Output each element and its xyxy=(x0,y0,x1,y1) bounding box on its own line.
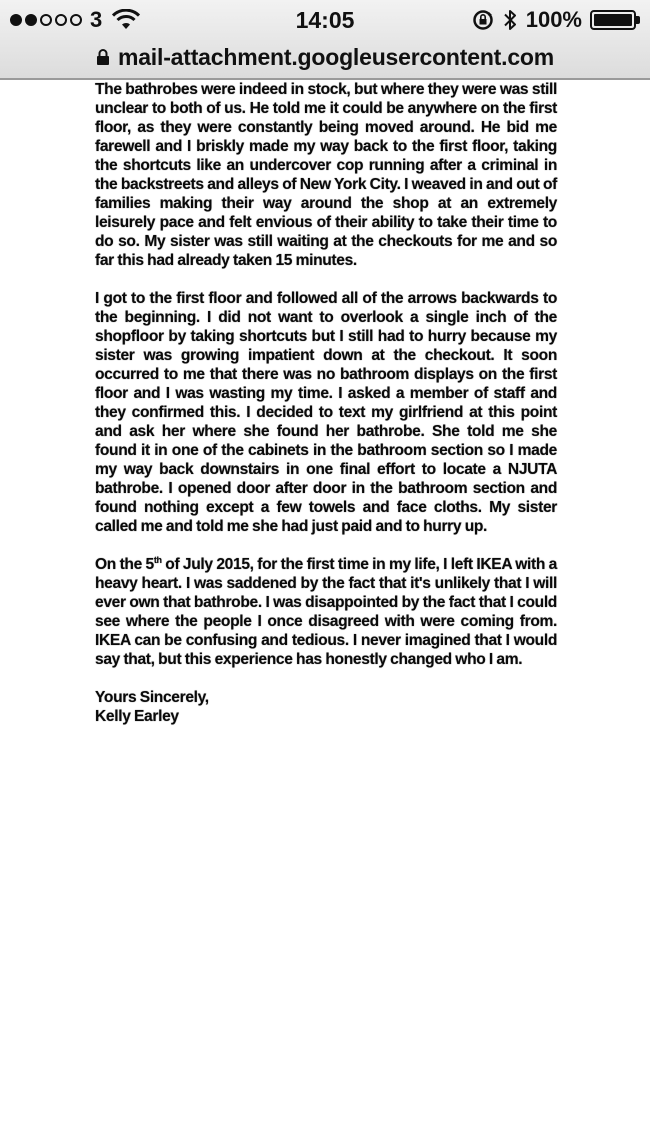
address-bar[interactable] xyxy=(0,40,650,74)
status-time: 14:05 xyxy=(295,7,355,33)
signoff xyxy=(95,688,557,726)
bluetooth-icon xyxy=(502,8,518,32)
status-bar xyxy=(0,0,650,40)
browser-chrome xyxy=(0,0,650,80)
battery-body xyxy=(590,10,636,30)
paragraph-text: of July 2015, for the first time in my life, I left IKEA with a heavy heart. I was saddened by the fact that it's unlikely that I will ever own that bathrobe. I was disappointed by the fact that I could see where the people I once disagreed with were coming from. IKEA can be confusing and tedious. I never imagined that I would say that, but this experience has honestly changed who I am. xyxy=(95,556,557,668)
battery-tip xyxy=(636,16,640,24)
ordinal-suffix: th xyxy=(153,554,162,565)
letter-paragraph: The bathrobes were indeed in stock, but where they were was still unclear to both of us. He told me it could be anywhere on the first floor, as they were constantly being moved around. He bid me farewell and I briskly made my way back to the first floor, taking the shortcuts like an undercover cop running after a criminal in the backstreets and alleys of New York City. I weaved in and out of families making their way around the shop at an extremely leisurely pace and felt envious of their ability to take their time to do so. My sister was still waiting at the checkouts for me and so far this had already taken 15 minutes. xyxy=(95,81,557,269)
url-text[interactable]: mail-attachment.googleusercontent.com xyxy=(117,43,555,70)
closing-line: Yours Sincerely, xyxy=(95,689,209,706)
letter-paragraph xyxy=(95,555,557,669)
battery-fill xyxy=(594,14,632,26)
lock-icon xyxy=(96,48,110,66)
letter-paragraph: I got to the first floor and followed all of the arrows backwards to the beginning. I did not want to overlook a single inch of the shopfloor by taking shortcuts but I still had to hurry because my sister was growing impatient down at the checkout. It soon occurred to me that there was no bathroom displays on the first floor and I was wasting my time. I asked a member of staff and they confirmed this. I decided to text my girlfriend at this point and ask her where she found her bathrobe. She told me she found it in one of the cabinets in the bathroom section so I made my way back downstairs in one final effort to locate a NJUTA bathrobe. I opened door after door in the bathroom section and found nothing except a few towels and face cloths. My sister called me and told me she had just paid and to hurry up. xyxy=(95,290,557,535)
carrier-name: 3 xyxy=(90,7,103,32)
rotation-lock-icon xyxy=(472,9,494,31)
signature-name: Kelly Earley xyxy=(95,708,179,725)
battery-percentage: 100% xyxy=(525,7,582,32)
status-right-group xyxy=(472,7,640,33)
paragraph-text: On the 5 xyxy=(95,556,154,573)
letter-content xyxy=(95,80,557,726)
battery-icon xyxy=(590,10,640,30)
